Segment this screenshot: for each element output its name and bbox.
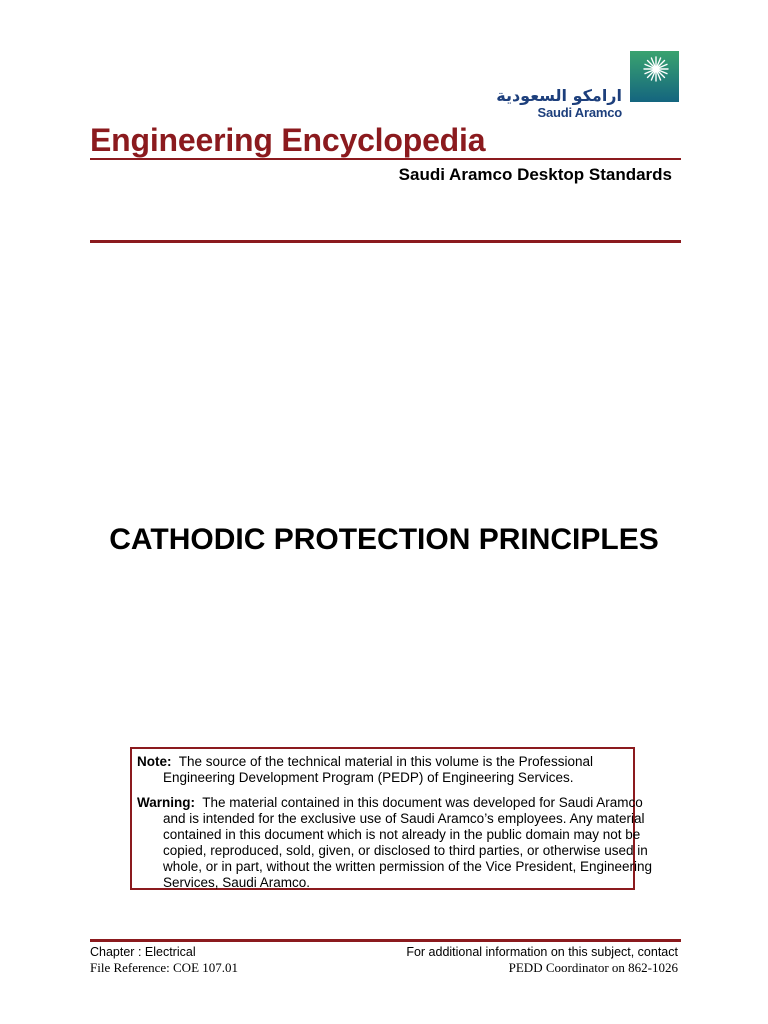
warning-paragraph: [137, 795, 653, 891]
warning-label: Warning:: [137, 795, 195, 810]
footer-chapter: Chapter : Electrical: [90, 945, 196, 959]
footer-divider: [90, 939, 681, 942]
saudi-aramco-logo-icon: [630, 51, 679, 102]
header-divider: [90, 158, 681, 160]
page-subtitle: Saudi Aramco Desktop Standards: [398, 165, 672, 184]
notice-box: [130, 747, 653, 890]
note-label: Note:: [137, 754, 172, 769]
document-title: CATHODIC PROTECTION PRINCIPLES: [109, 523, 659, 556]
warning-text: The material contained in this document was developed for Saudi Aramco and is intended for the exclusive use of Saudi Aramco’s employees. Any material contained in this document which is not already in the public domain may not be copied, reproduced, sold, given, or disclosed to third parties, or otherwise used in whole, or in part, without the written permission of the Vice President, Engineering Services, Saudi Aramco.: [163, 795, 653, 890]
note-paragraph: [137, 754, 653, 786]
footer-contact-line2: PEDD Coordinator on 862-1026: [508, 960, 678, 975]
logo-star: [644, 57, 668, 81]
logo-background: [630, 51, 679, 102]
logo-english-text: Saudi Aramco: [537, 105, 622, 120]
page-title: Engineering Encyclopedia: [90, 122, 486, 158]
footer-contact-line1: For additional information on this subject, contact: [406, 945, 678, 959]
footer-file-reference: File Reference: COE 107.01: [90, 960, 239, 975]
note-text: The source of the technical material in this volume is the Professional Engineering Development Program (PEDP) of Engineering Services.: [163, 754, 593, 785]
section-divider: [90, 240, 681, 243]
logo-arabic-text: ارامكو السعودية: [496, 86, 622, 105]
